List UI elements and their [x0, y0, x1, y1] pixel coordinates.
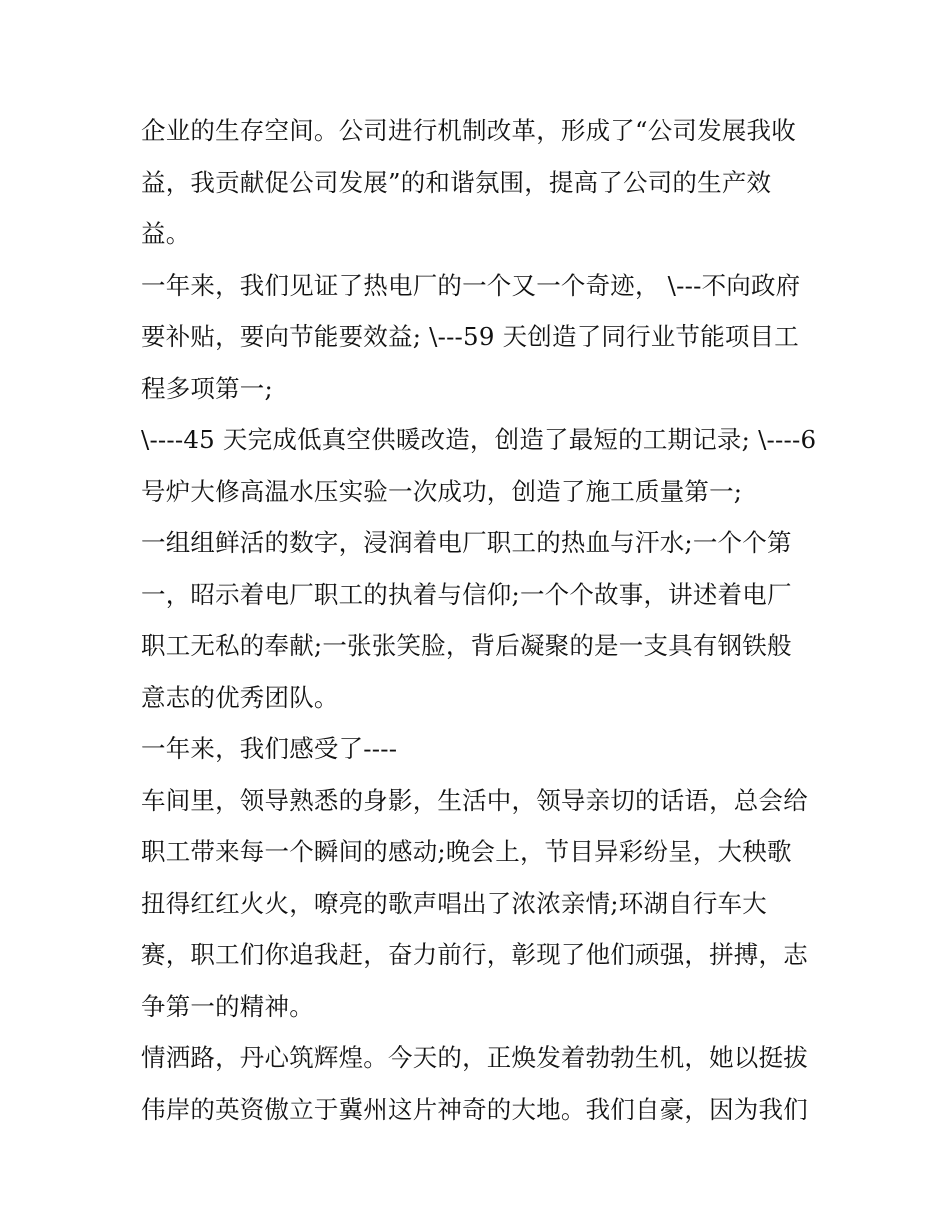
- text-line: 伟岸的英资傲立于冀州这片神奇的大地。我们自豪，因为我们: [141, 1094, 808, 1124]
- text-line: 号炉大修高温水压实验一次成功，创造了施工质量第一;: [141, 476, 743, 506]
- document-body-text: [141, 109, 821, 1139]
- text-line: 程多项第一;: [141, 373, 273, 403]
- text-line: 一组组鲜活的数字，浸润着电厂职工的热血与汗水;一个个第: [141, 528, 792, 557]
- text-line: 一，昭示着电厂职工的执着与信仰;一个个故事，讲述着电厂: [141, 579, 792, 609]
- text-line: 益，我贡献促公司发展”的和谐氛围，提高了公司的生产效: [141, 167, 772, 197]
- text-line: 一年来，我们感受了----: [141, 734, 398, 763]
- text-line: 车间里，领导熟悉的身影，生活中，领导亲切的话语，总会给: [141, 785, 808, 815]
- text-line: 情洒路，丹心筑辉煌。今天的，正焕发着勃勃生机，她以挺拔: [141, 1043, 808, 1072]
- text-line: 扭得红红火火，嘹亮的歌声唱出了浓浓亲情;环湖自行车大: [141, 888, 767, 918]
- text-line: 赛，职工们你追我赶，奋力前行，彰现了他们顽强，拼搏，志: [141, 940, 808, 969]
- text-line: \----45 天完成低真空供暖改造，创造了最短的工期记录; \----6: [141, 425, 817, 454]
- text-line: 要补贴，要向节能要效益; \---59 天创造了同行业节能项目工: [141, 322, 799, 351]
- text-line: 益。: [141, 219, 191, 248]
- text-line: 一年来，我们见证了热电厂的一个又一个奇迹， \---不向政府: [141, 270, 801, 300]
- text-line: 争第一的精神。: [141, 991, 314, 1021]
- text-line: 企业的生存空间。公司进行机制改革，形成了“公司发展我收: [141, 116, 796, 145]
- text-line: 职工带来每一个瞬间的感动;晚会上，节目异彩纷呈，大秧歌: [141, 837, 792, 866]
- text-line: 意志的优秀团队。: [141, 682, 339, 712]
- text-line: 职工无私的奉献;一张张笑脸，背后凝聚的是一支具有钢铁般: [141, 631, 792, 660]
